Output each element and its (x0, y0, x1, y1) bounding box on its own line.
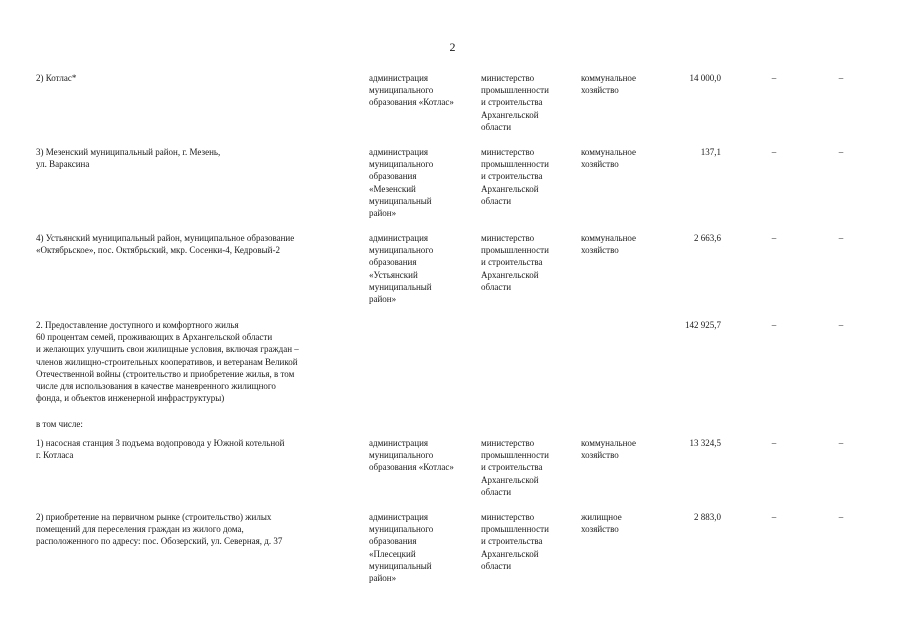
row-ministry: министерство промышленности и строительства Архангельской области (481, 233, 549, 292)
row-amount: 2 663,6 (694, 233, 721, 243)
row-name: 3) Мезенский муниципальный район, г. Мезень, ул. Вараксина (36, 147, 221, 170)
row-dash-1: – (771, 320, 777, 330)
row-sector: коммунальное хозяйство (581, 73, 637, 96)
section-title: 2. Предоставление доступного и комфортного жилья 60 процентам семей, проживающих в Архангельской области и желающих улучшить свои жилищные условия, включая граждан – членов жилищно-строительных кооперативов, и ветеранам Великой Отечественной войны (строительство и приобретение жилья, в том числе для использования в качестве маневренного жилищного фонда, и объектов инженерной инфраструктуры) (36, 320, 299, 404)
row-ministry: министерство промышленности и строительства Архангельской области (481, 147, 549, 206)
row-dash-2: – (838, 233, 844, 243)
row-amount: 2 883,0 (694, 512, 721, 522)
row-dash-2: – (838, 147, 844, 157)
row-sector: жилищное хозяйство (581, 512, 622, 535)
row-ministry: министерство промышленности и строительства Архангельской области (481, 73, 549, 132)
row-name: 4) Устьянский муниципальный район, муниципальное образование «Октябрьское», пос. Октябрьский, мкр. Сосенки-4, Кедровый-2 (36, 233, 295, 256)
page-number: 2 (449, 40, 456, 54)
row-sector: коммунальное хозяйство (581, 233, 637, 256)
row-customer: администрация муниципального образования «Плесецкий муниципальный район» (369, 512, 434, 584)
row-dash-1: – (771, 512, 777, 522)
row-ministry: министерство промышленности и строительства Архангельской области (481, 438, 549, 497)
in-that-number-label: в том числе: (36, 419, 83, 429)
row-name: 2) приобретение на первичном рынке (строительство) жилых помещений для переселения граждан из жилого дома, расположенного по адресу: пос. Обозерский, ул. Северная, д. 37 (36, 512, 283, 547)
row-amount: 13 324,5 (689, 438, 721, 448)
row-sector: коммунальное хозяйство (581, 147, 637, 170)
row-dash-2: – (838, 512, 844, 522)
row-ministry: министерство промышленности и строительства Архангельской области (481, 512, 549, 571)
row-dash-2: – (838, 438, 844, 448)
row-dash-2: – (838, 320, 844, 330)
row-customer: администрация муниципального образования «Устьянский муниципальный район» (369, 233, 434, 305)
row-amount: 137,1 (700, 147, 721, 157)
row-amount: 14 000,0 (689, 73, 721, 83)
row-dash-1: – (771, 233, 777, 243)
row-dash-1: – (771, 147, 777, 157)
row-name: 1) насосная станция 3 подъема водопровода у Южной котельной г. Котласа (36, 438, 285, 461)
row-sector: коммунальное хозяйство (581, 438, 637, 461)
row-dash-2: – (838, 73, 844, 83)
row-name: 2) Котлас* (36, 73, 77, 83)
section-amount: 142 925,7 (685, 320, 721, 330)
row-customer: администрация муниципального образования «Мезенский муниципальный район» (369, 147, 434, 219)
row-dash-1: – (771, 73, 777, 83)
row-customer: администрация муниципального образования «Котлас» (369, 73, 454, 108)
row-dash-1: – (771, 438, 777, 448)
row-customer: администрация муниципального образования «Котлас» (369, 438, 454, 473)
